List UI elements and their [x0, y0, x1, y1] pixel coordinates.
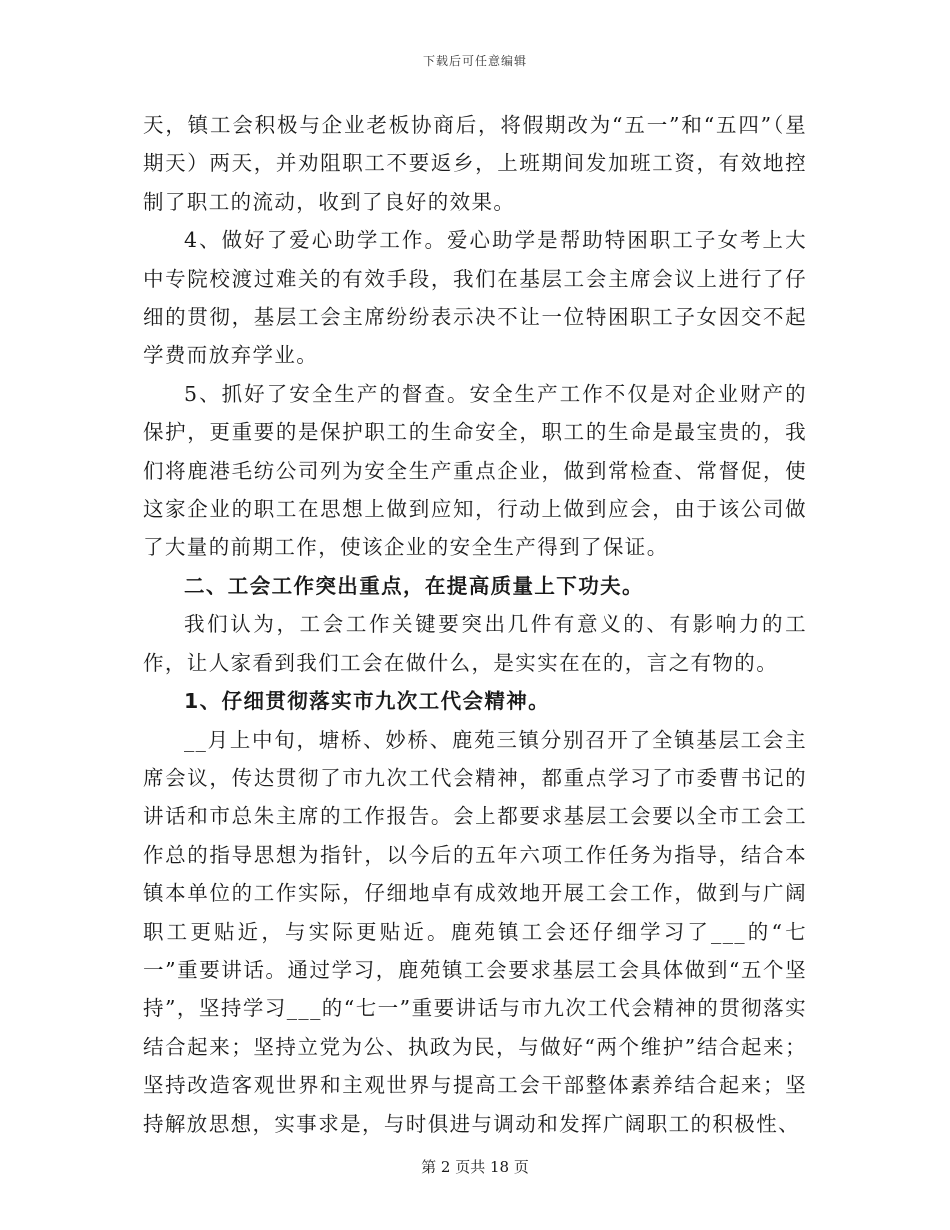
paragraph-meeting: __月上中旬，塘桥、妙桥、鹿苑三镇分别召开了全镇基层工会主席会议，传达贯彻了市九次工代会精神，都重点学习了市委曹书记的讲话和市总朱主席的工作报告。会上都要求基层工会要以全市工会工作总的指导思想为指针，以今后的五年六项工作任务为指导，结合本镇本单位的工作实际，仔细地卓有成效地开展工会工作，做到与广阔职工更贴近，与实际更贴近。鹿苑镇工会还仔细学习了___的“七一”重要讲话。通过学习，鹿苑镇工会要求基层工会具体做到“五个坚持”，坚持学习___的“七一”重要讲话与市九次工代会精神的贯彻落实结合起来；坚持立党为公、执政为民，与做好“两个维护”结合起来；坚持改造客观世界和主观世界与提高工会干部整体素养结合起来；坚持解放思想，实事求是，与时俱进与调动和发挥广阔职工的积极性、: [143, 727, 807, 1136]
paragraph-flow-control: 天，镇工会积极与企业老板协商后，将假期改为“五一”和“五四”（星期天）两天，并劝阻职工不要返乡，上班期间发加班工资，有效地控制了职工的流动，收到了良好的效果。: [143, 113, 807, 214]
page-header: 下载后可任意编辑: [422, 54, 527, 68]
paragraph-item-5-safety: 5、抓好了安全生产的督查。安全生产工作不仅是对企业财产的保护，更重要的是保护职工的生命安全，职工的生命是最宝贵的，我们将鹿港毛纺公司列为安全生产重点企业，做到常检查、常督促，使这家企业的职工在思想上做到应知，行动上做到应会，由于该公司做了大量的前期工作，使该企业的安全生产得到了保证。: [143, 381, 807, 560]
page-number-footer: 第 2 页共 18 页: [421, 1158, 529, 1176]
section-heading-2: 二、工会工作突出重点，在提高质量上下功夫。: [184, 573, 644, 598]
paragraph-section-2-intro: 我们认为，工会工作关键要突出几件有意义的、有影响力的工作，让人家看到我们工会在做什么，是实实在在的，言之有物的。: [143, 612, 807, 675]
paragraph-item-4-student-aid: 4、做好了爱心助学工作。爱心助学是帮助特困职工子女考上大中专院校渡过难关的有效手段，我们在基层工会主席会议上进行了仔细的贯彻，基层工会主席纷纷表示决不让一位特困职工子女因交不起学费而放弃学业。: [143, 228, 807, 368]
subsection-heading-1: 1、仔细贯彻落实市九次工代会精神。: [184, 689, 551, 714]
document-body: [143, 106, 807, 1143]
